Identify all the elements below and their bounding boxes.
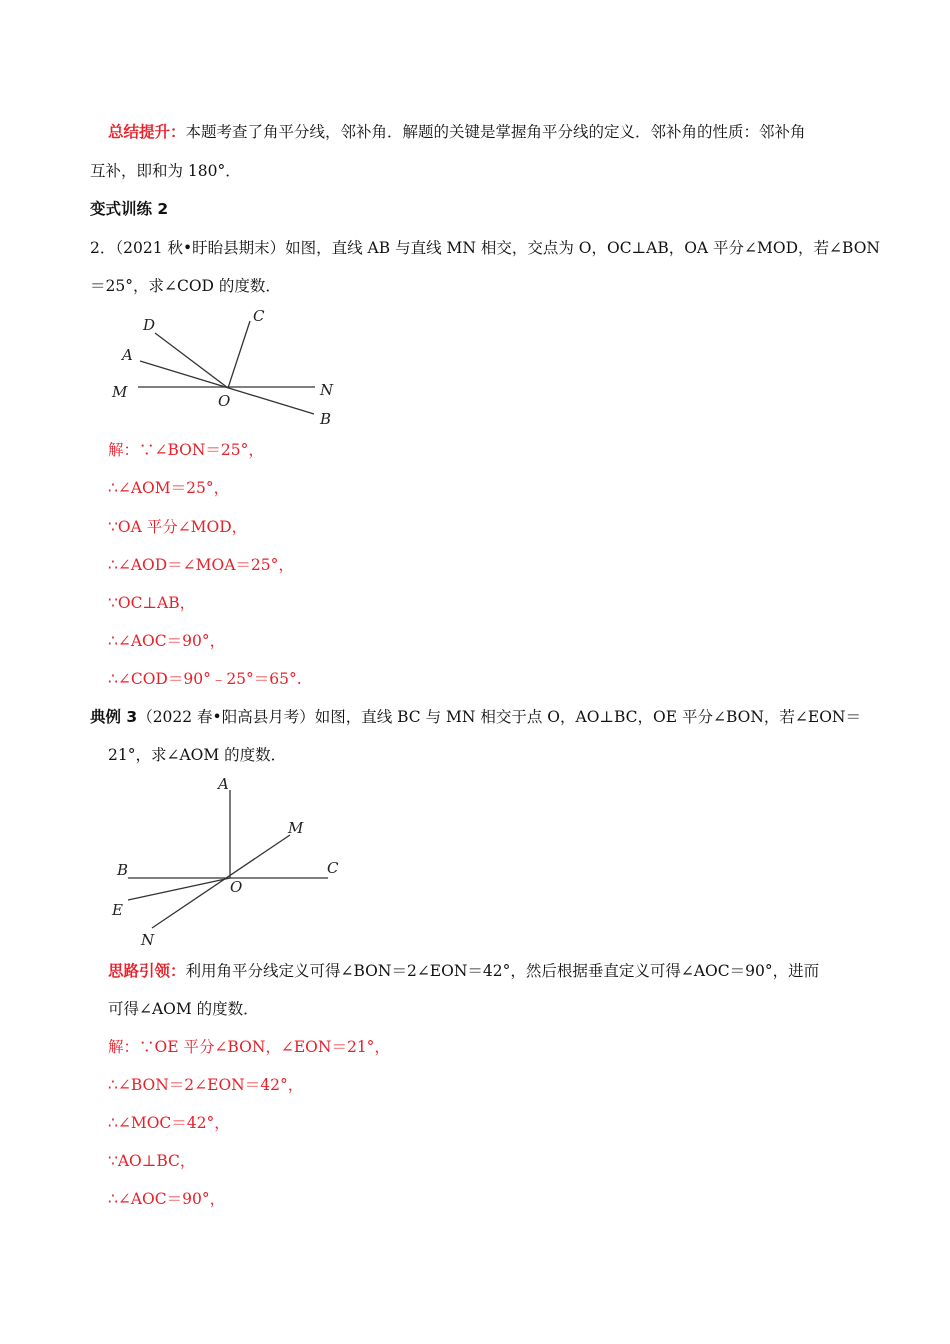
variant-solution-line-1: 解：∵∠BON＝25°， <box>108 441 264 459</box>
label-n: N <box>141 931 155 949</box>
hint-line-1 <box>108 960 868 982</box>
figure-2-diagram <box>100 770 360 950</box>
example-problem-text-1: （2022 春•阳高县月考）如图，直线 BC 与 MN 相交于点 O，AO⊥BC，OE 平分∠BON，若∠EON＝ <box>137 708 861 726</box>
example-solution-line-3: ∴∠MOC＝42°， <box>108 1114 230 1132</box>
example-problem-line-2: 21°，求∠AOM 的度数． <box>108 746 287 764</box>
variant-heading: 变式训练 2 <box>90 200 169 218</box>
example-solution-line-5: ∴∠AOC＝90°， <box>108 1190 226 1208</box>
example-solution-line-1: 解：∵OE 平分∠BON，∠EON＝21°， <box>108 1038 390 1056</box>
variant-solution-line-7: ∴∠COD＝90°﹣25°＝65°. <box>108 670 302 688</box>
variant-solution-line-2: ∴∠AOM＝25°， <box>108 479 230 497</box>
label-a: A <box>122 346 133 364</box>
summary-label: 总结提升： <box>108 123 186 141</box>
label-m: M <box>288 819 304 837</box>
variant-solution-line-6: ∴∠AOC＝90°， <box>108 632 226 650</box>
hint-label: 思路引领： <box>108 962 186 980</box>
label-n: N <box>320 381 334 399</box>
variant-solution-line-5: ∵OC⊥AB， <box>108 594 196 612</box>
summary-line-2: 互补，即和为 180°． <box>90 162 241 180</box>
label-d: D <box>143 316 156 334</box>
label-o: O <box>230 878 243 896</box>
ray-oc <box>228 321 250 388</box>
summary-text-1: 本题考查了角平分线，邻补角．解题的关键是掌握角平分线的定义．邻补角的性质：邻补角 <box>185 123 806 141</box>
ray-od <box>155 333 228 388</box>
label-e: E <box>112 901 123 919</box>
hint-line-2: 可得∠AOM 的度数． <box>108 1000 259 1018</box>
example-solution-line-4: ∵AO⊥BC， <box>108 1152 196 1170</box>
ray-oe <box>128 878 230 900</box>
label-o: O <box>218 392 231 410</box>
label-b: B <box>117 861 129 879</box>
variant-solution-line-3: ∵OA 平分∠MOD， <box>108 518 248 536</box>
example-problem-line-1 <box>90 706 861 728</box>
hint-text-1: 利用角平分线定义可得∠BON＝2∠EON＝42°，然后根据垂直定义可得∠AOC＝90°，进而 <box>185 962 820 980</box>
summary-line-1 <box>108 121 868 143</box>
example-solution-line-2: ∴∠BON＝2∠EON＝42°， <box>108 1076 304 1094</box>
label-b: B <box>320 410 332 428</box>
variant-problem-line-1: 2．（2021 秋•盱眙县期末）如图，直线 AB 与直线 MN 相交，交点为 O，OC⊥AB，OA 平分∠MOD，若∠BON <box>90 239 880 257</box>
line-mn <box>152 835 290 928</box>
variant-solution-line-4: ∴∠AOD＝∠MOA＝25°， <box>108 556 294 574</box>
figure-1-diagram <box>100 300 360 435</box>
example-label: 典例 3 <box>90 708 138 726</box>
label-c: C <box>327 859 339 877</box>
label-a: A <box>218 775 229 793</box>
variant-problem-line-2: ＝25°，求∠COD 的度数． <box>90 277 281 295</box>
label-m: M <box>112 383 128 401</box>
label-c: C <box>253 307 265 325</box>
